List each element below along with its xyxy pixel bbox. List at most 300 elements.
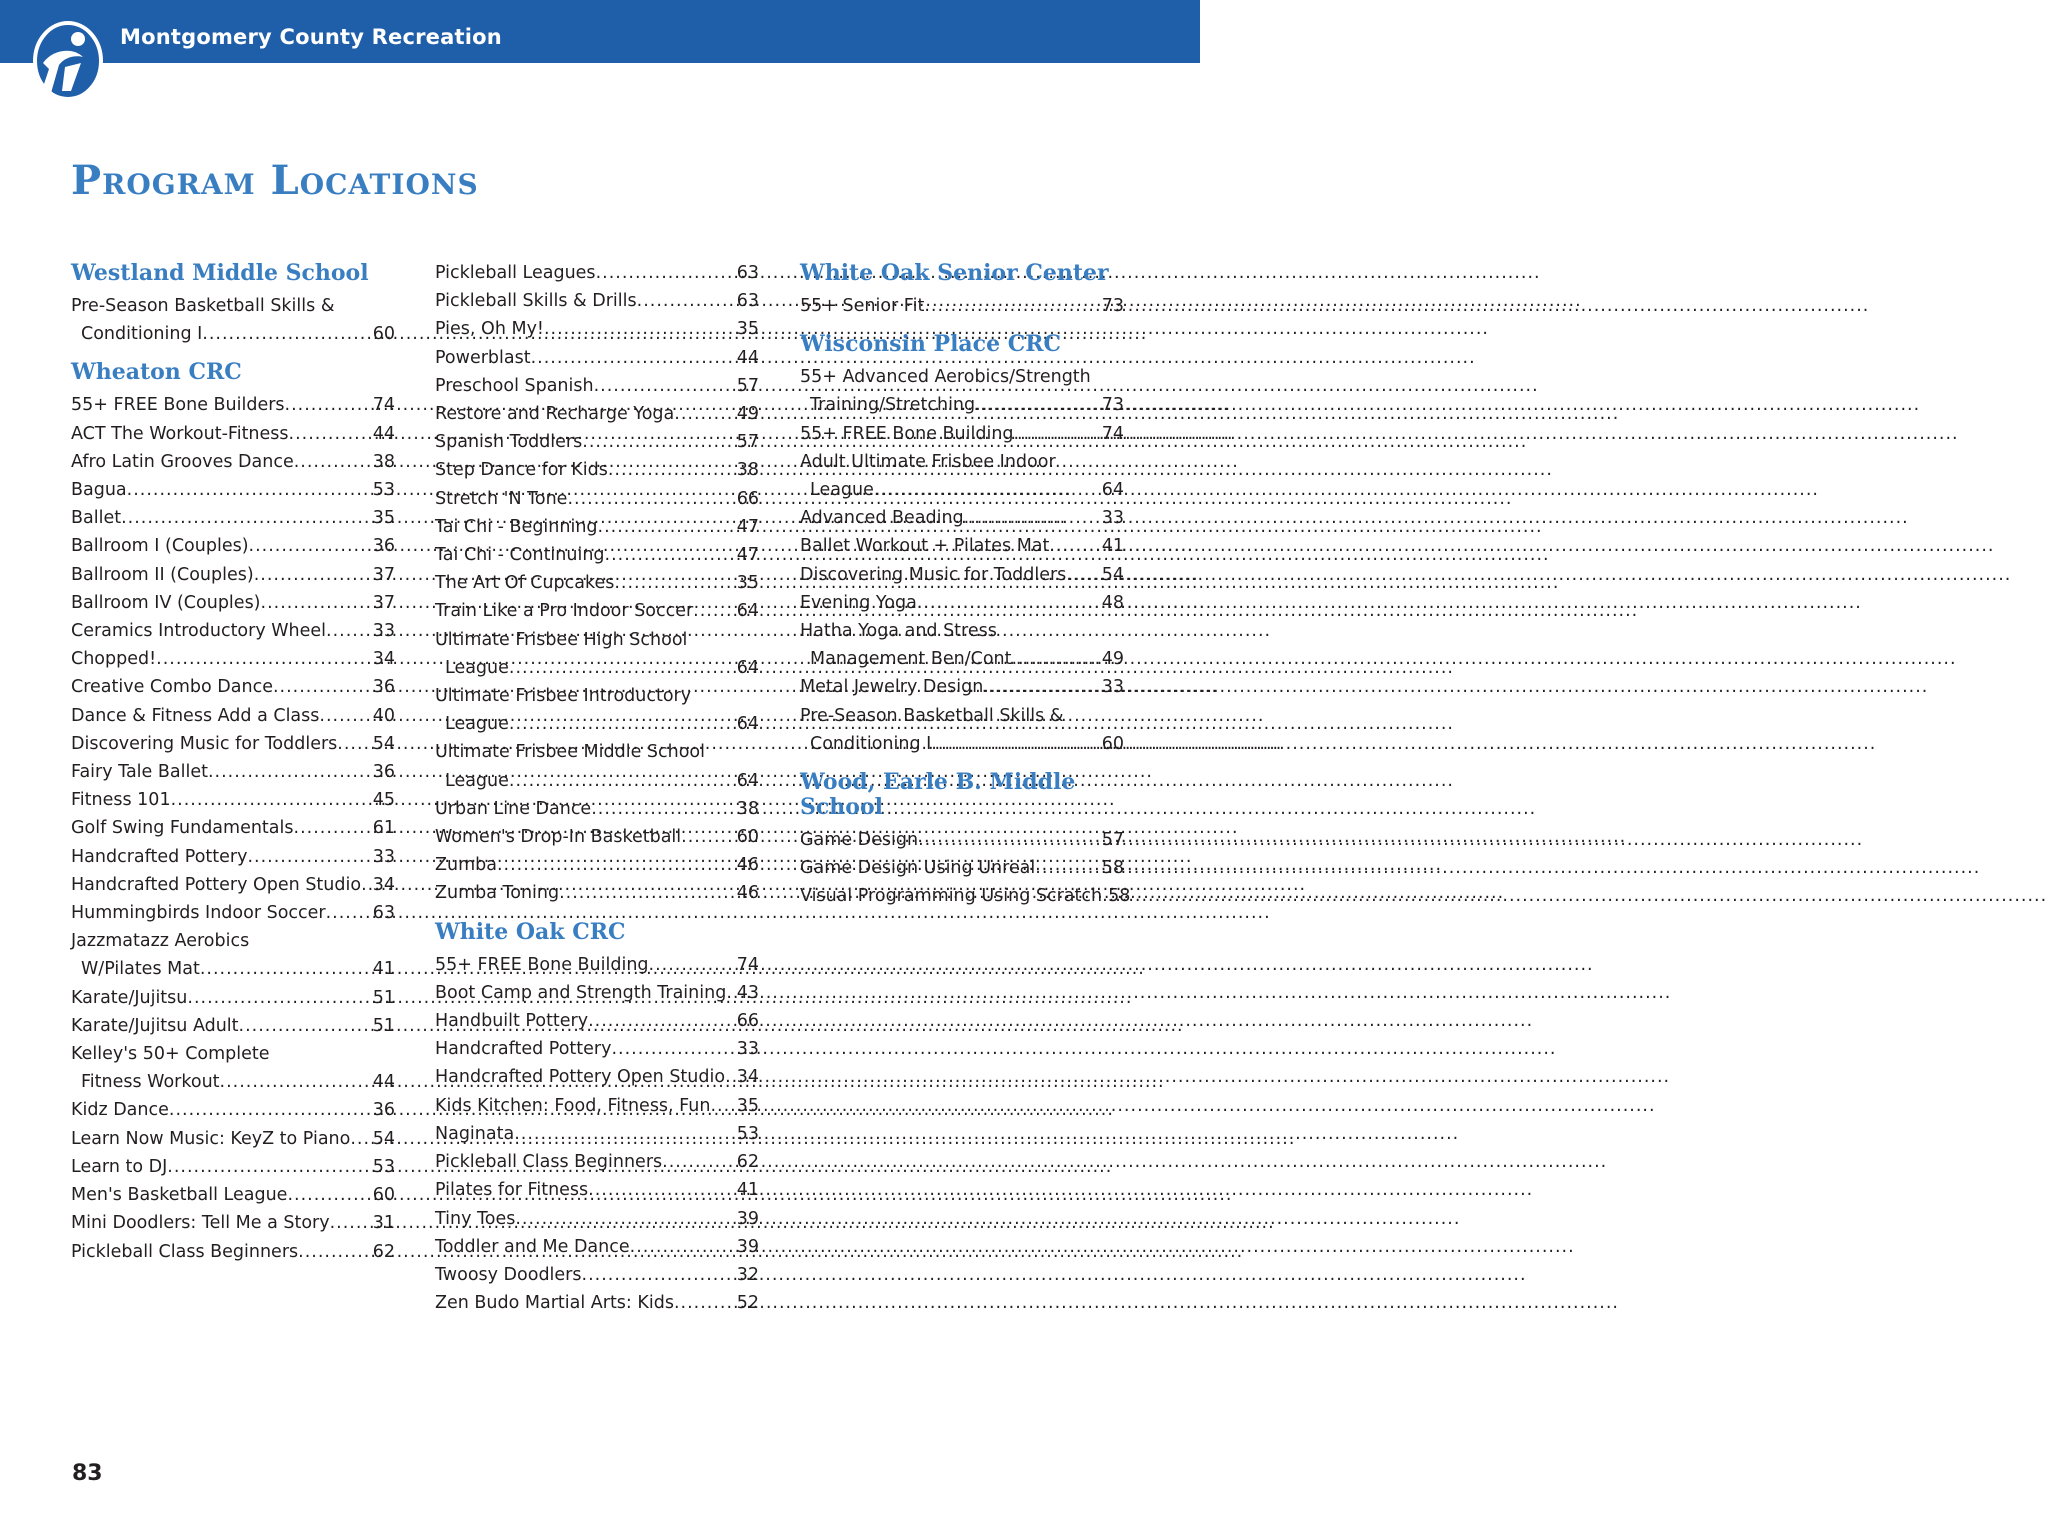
index-entry-name: ACT The Workout-Fitness (71, 423, 289, 444)
dot-leader (509, 654, 737, 682)
index-entry (435, 1176, 759, 1204)
index-entry-name: Golf Swing Fundamentals (71, 818, 294, 839)
index-entry (71, 758, 395, 786)
index-entry (435, 569, 759, 597)
dot-leader (924, 292, 1101, 320)
index-entry-name: Pies, Oh My! (435, 319, 544, 340)
dot-leader (649, 951, 737, 979)
section-heading-white-oak-senior: White Oak Senior Center (800, 260, 1109, 286)
index-entry-name: Jazzmatazz Aerobics (71, 931, 250, 952)
dot-leader (598, 513, 737, 541)
index-entry (435, 1289, 759, 1317)
index-entry-page: 54 (372, 1128, 395, 1149)
index-entry (435, 541, 759, 569)
index-entry-page: 49 (736, 404, 759, 425)
dot-leader (681, 823, 737, 851)
index-entry (800, 589, 1124, 617)
index-entry-page: 62 (372, 1241, 395, 1262)
index-entry-page: 57 (736, 375, 759, 396)
dot-leader (254, 561, 373, 589)
dot-leader (247, 843, 372, 871)
index-entry (435, 597, 759, 625)
dot-leader (662, 1148, 737, 1176)
index-entry-name: Zen Budo Martial Arts: Kids (435, 1293, 674, 1314)
index-entry-name: Handcrafted Pottery Open Studio (71, 874, 362, 895)
index-entry-name: League (445, 657, 509, 678)
index-entry-page: 36 (372, 762, 395, 783)
index-entry (71, 617, 395, 645)
index-entry (71, 955, 395, 983)
index-entry-page: 39 (736, 1236, 759, 1257)
dot-leader (726, 979, 736, 1007)
index-entry-page: 64 (736, 601, 759, 622)
index-entry-page: 38 (372, 451, 395, 472)
dot-leader (171, 786, 373, 814)
index-entry (71, 984, 395, 1012)
index-entry (71, 1012, 395, 1040)
index-entry-page: 40 (372, 705, 395, 726)
index-entry-page: 37 (372, 592, 395, 613)
index-entry (71, 899, 395, 927)
dot-leader (917, 589, 1102, 617)
section-white-oak-crc (435, 951, 759, 1318)
index-entry-page: 74 (372, 395, 395, 416)
index-entry (71, 786, 395, 814)
dot-leader (169, 1096, 373, 1124)
index-entry-page: 60 (1101, 733, 1124, 754)
index-entry-name: Hatha Yoga and Stress (800, 621, 997, 642)
rec-logo-icon (29, 19, 103, 101)
index-entry-name: Twoosy Doodlers (435, 1264, 582, 1285)
index-entry-name: 55+ Advanced Aerobics/Strength (800, 367, 1091, 388)
section-heading-wood: Wood, Earle B. Middle School (800, 769, 1076, 821)
index-entry (71, 589, 395, 617)
index-entry-name: Powerblast (435, 347, 531, 368)
index-entry-name: Advanced Beading (800, 508, 964, 529)
index-entry (71, 1125, 395, 1153)
dot-leader (208, 758, 373, 786)
index-entry-name: Men's Basketball League (71, 1185, 288, 1206)
index-entry-page: 73 (1101, 296, 1124, 316)
index-entry-name: Ultimate Frisbee Middle School (435, 742, 705, 763)
section-wood (800, 826, 1131, 911)
index-entry-name: Toddler and Me Dance (435, 1236, 630, 1257)
dot-leader (1066, 561, 1101, 589)
index-entry-name: Evening Yoga (800, 592, 917, 613)
index-entry-page: 74 (736, 954, 759, 975)
column-1 (71, 259, 395, 1266)
index-entry-page: 51 (372, 987, 395, 1008)
dot-leader (200, 955, 373, 983)
dot-leader (202, 320, 372, 348)
index-entry-page: 61 (372, 818, 395, 839)
dot-leader (588, 1176, 737, 1204)
index-entry-page: 33 (1101, 677, 1124, 698)
index-entry-name: Ballroom II (Couples) (71, 564, 254, 585)
index-entry (435, 400, 759, 428)
index-entry (435, 1148, 759, 1176)
index-entry (800, 476, 1124, 504)
section-white-oak-senior (800, 292, 1124, 320)
section-heading-white-oak-crc: White Oak CRC (435, 918, 626, 945)
index-entry (435, 513, 759, 541)
index-entry (800, 561, 1124, 589)
index-entry (71, 391, 395, 419)
index-entry-name: Karate/Jujitsu Adult (71, 1015, 239, 1036)
index-entry-page: 58 (1101, 858, 1124, 879)
dot-leader (983, 673, 1101, 701)
index-entry (435, 1007, 759, 1035)
index-entry-name: Urban Line Dance (435, 798, 592, 819)
index-entry-name: Kids Kitchen: Food, Fitness, Fun (435, 1095, 711, 1116)
index-entry-page: 36 (372, 536, 395, 557)
index-entry-page: 52 (736, 1293, 759, 1314)
dot-leader (630, 1233, 737, 1261)
index-entry-name: Ballroom I (Couples) (71, 536, 249, 557)
dot-leader (674, 1289, 737, 1317)
index-entry-name: Kelley's 50+ Complete (71, 1044, 270, 1065)
dot-leader (918, 826, 1102, 854)
index-entry-name: Conditioning I (810, 733, 932, 754)
index-entry-name: Metal Jewelry Design (800, 677, 984, 698)
dot-leader (261, 589, 373, 617)
index-entry-name: 55+ FREE Bone Building (800, 423, 1014, 444)
index-entry (800, 504, 1124, 532)
index-entry-name: Ultimate Frisbee High School (435, 629, 688, 650)
index-entry-name: Tiny Toes (435, 1208, 516, 1229)
index-entry-name: Adult Ultimate Frisbee Indoor (800, 451, 1056, 472)
index-entry-page: 35 (372, 508, 395, 529)
index-entry-name: Kidz Dance (71, 1100, 169, 1121)
index-entry-page: 47 (736, 516, 759, 537)
index-entry (71, 420, 395, 448)
dot-leader (509, 767, 737, 795)
dot-leader (637, 287, 737, 315)
index-entry-name: Bagua (71, 480, 127, 501)
dot-leader (220, 1068, 373, 1096)
index-entry-name: League (445, 770, 509, 791)
dot-leader (591, 795, 737, 823)
index-entry (71, 1096, 395, 1124)
index-entry-name: Game Design (800, 830, 919, 851)
section-wisconsin (800, 363, 1124, 758)
index-entry-name: Handcrafted Pottery Open Studio (435, 1067, 726, 1088)
index-entry-page: 38 (736, 460, 759, 481)
index-entry (435, 1233, 759, 1261)
index-entry-page: 34 (372, 649, 395, 670)
index-entry-page: 36 (372, 1100, 395, 1121)
index-entry-name: Fitness 101 (71, 790, 171, 811)
index-entry-name: Ballet Workout + Pilates Mat (800, 536, 1050, 557)
index-entry-name: Ultimate Frisbee Introductory (435, 686, 692, 707)
index-entry (71, 673, 395, 701)
index-entry-page: 60 (372, 324, 395, 345)
index-entry-page: 58 (1108, 886, 1131, 907)
dot-leader (596, 259, 737, 287)
index-entry-name: Step Dance for Kids (435, 460, 608, 481)
index-entry (800, 420, 1124, 448)
index-entry-page: 53 (372, 480, 395, 501)
index-entry (435, 795, 759, 823)
index-entry (71, 1153, 395, 1181)
index-entry-name: Pickleball Leagues (435, 263, 596, 283)
index-entry-name: Spanish Toddlers (435, 432, 583, 453)
index-entry-name: Discovering Music for Toddlers (800, 564, 1067, 585)
dot-leader (289, 420, 373, 448)
dot-leader (127, 476, 373, 504)
section-heading-wheaton: Wheaton CRC (71, 359, 242, 386)
dot-leader (361, 871, 373, 899)
index-entry-page: 44 (736, 347, 759, 368)
dot-leader (693, 597, 737, 625)
index-entry (71, 504, 395, 532)
dot-leader (725, 1063, 737, 1091)
index-entry-page: 63 (372, 903, 395, 924)
index-entry (435, 1063, 759, 1091)
index-entry (435, 979, 759, 1007)
index-entry-page: 44 (372, 423, 395, 444)
index-entry-name: Learn Now Music: KeyZ to Piano (71, 1128, 351, 1149)
dot-leader (285, 391, 373, 419)
index-entry-page: 43 (736, 982, 759, 1003)
index-entry-page: 33 (372, 846, 395, 867)
index-entry-page: 48 (1101, 592, 1124, 613)
dot-leader (121, 504, 373, 532)
section-heading-westland: Westland Middle School (71, 260, 369, 286)
index-entry (71, 645, 395, 673)
index-entry-name: Visual Programming Using Scratch (800, 886, 1103, 907)
index-entry (71, 871, 395, 899)
index-entry-name: Pilates for Fitness (435, 1180, 589, 1201)
index-entry-name: Women's Drop-In Basketball (435, 827, 682, 848)
index-entry-page: 47 (736, 545, 759, 566)
index-entry-page: 45 (372, 790, 395, 811)
index-entry-name: Mini Doodlers: Tell Me a Story (71, 1213, 330, 1234)
dot-leader (330, 1209, 373, 1237)
index-entry-page: 34 (736, 1067, 759, 1088)
index-entry-page: 74 (1101, 423, 1124, 444)
dot-leader (273, 673, 373, 701)
index-entry-page: 73 (1101, 395, 1124, 416)
index-entry-page: 60 (372, 1185, 395, 1206)
index-entry-page: 63 (736, 263, 759, 283)
index-entry (800, 882, 1131, 910)
index-entry-page: 41 (1101, 536, 1124, 557)
index-entry-name: Pickleball Class Beginners (71, 1241, 299, 1262)
column-2 (435, 259, 759, 1317)
dot-leader (187, 984, 372, 1012)
index-entry-name: Preschool Spanish (435, 375, 594, 396)
dot-leader (594, 372, 737, 400)
dot-leader (287, 1181, 372, 1209)
dot-leader (559, 879, 737, 907)
index-entry (800, 730, 1124, 758)
dot-leader (874, 476, 1102, 504)
index-entry-page: 64 (736, 770, 759, 791)
index-entry (435, 1035, 759, 1063)
index-entry (71, 476, 395, 504)
index-entry-page: 64 (736, 657, 759, 678)
index-entry (71, 1209, 395, 1237)
index-entry-name: Dance & Fitness Add a Class (71, 705, 320, 726)
index-entry (71, 448, 395, 476)
index-entry (800, 854, 1124, 882)
index-entry-name: Pre-Season Basketball Skills & (71, 296, 335, 316)
dot-leader (582, 428, 736, 456)
index-entry-name: Boot Camp and Strength Training (435, 982, 727, 1003)
dot-leader (608, 456, 737, 484)
index-entry-page: 54 (372, 733, 395, 754)
dot-leader (509, 710, 737, 738)
index-entry (435, 485, 759, 513)
index-entry (435, 1205, 759, 1233)
index-entry-page: 36 (372, 677, 395, 698)
index-entry (800, 391, 1124, 419)
index-entry (71, 320, 395, 348)
index-entry (435, 879, 759, 907)
page-number: 83 (72, 1461, 103, 1486)
index-entry-name: Naginata (435, 1123, 515, 1144)
section-westland (71, 292, 395, 348)
index-entry-name: Zumba Toning (435, 883, 560, 904)
index-entry-page: 60 (736, 827, 759, 848)
index-entry-name: Restore and Recharge Yoga (435, 404, 675, 425)
index-entry-name: Chopped! (71, 649, 157, 670)
dot-leader (298, 1238, 373, 1266)
column-3 (800, 259, 1131, 911)
dot-leader (239, 1012, 373, 1040)
index-entry-page: 53 (736, 1123, 759, 1144)
section-heading-wisconsin: Wisconsin Place CRC (800, 331, 1062, 358)
index-entry (71, 1238, 395, 1266)
index-entry-name: Pickleball Class Beginners (435, 1152, 663, 1173)
dot-leader (605, 541, 737, 569)
index-entry-page: 32 (736, 1264, 759, 1285)
index-entry (71, 561, 395, 589)
index-entry-name: 55+ FREE Bone Building (435, 954, 649, 975)
page-title: Program Locations (71, 157, 479, 204)
dot-leader (350, 1125, 372, 1153)
index-entry-page: 46 (736, 883, 759, 904)
index-entry-name: W/Pilates Mat (81, 959, 200, 980)
index-entry-name: Train Like a Pro Indoor Soccer (435, 601, 694, 622)
index-entry-page: 31 (372, 1213, 395, 1234)
dot-leader (1014, 420, 1102, 448)
index-entry (435, 951, 759, 979)
dot-leader (167, 1153, 372, 1181)
index-entry-name: 55+ Senior Fit (800, 296, 925, 316)
dot-leader (614, 569, 736, 597)
index-entry-page: 39 (736, 1208, 759, 1229)
index-entry-name: Ballet (71, 508, 122, 529)
index-entry (435, 851, 759, 879)
index-entry (71, 843, 395, 871)
dot-leader (515, 1205, 736, 1233)
index-entry-name: Creative Combo Dance (71, 677, 273, 698)
dot-leader (931, 730, 1101, 758)
dot-leader (582, 1261, 737, 1289)
index-entry (435, 767, 759, 795)
dot-leader (326, 617, 373, 645)
index-entry-name: Learn to DJ (71, 1156, 168, 1177)
index-entry (435, 823, 759, 851)
index-entry-page: 35 (736, 319, 759, 340)
index-entry (800, 645, 1124, 673)
dot-leader (531, 344, 737, 372)
index-entry-name: Fairy Tale Ballet (71, 762, 208, 783)
index-entry-page: 33 (1101, 508, 1124, 529)
index-entry-page: 62 (736, 1152, 759, 1173)
index-entry-page: 64 (736, 714, 759, 735)
index-entry-name: Ballroom IV (Couples) (71, 592, 261, 613)
index-entry (71, 532, 395, 560)
index-entry-name: Afro Latin Grooves Dance (71, 451, 294, 472)
index-entry (800, 532, 1124, 560)
index-entry (435, 259, 759, 287)
dot-leader (611, 1035, 736, 1063)
index-entry-name: Fitness Workout (81, 1072, 220, 1093)
section-wheaton (71, 391, 395, 1265)
index-entry (71, 1068, 395, 1096)
dot-leader (588, 1007, 737, 1035)
index-entry-name: Training/Stretching (810, 395, 976, 416)
dot-leader (567, 485, 736, 513)
dot-leader (1035, 854, 1101, 882)
index-entry-page: 33 (372, 621, 395, 642)
index-entry (435, 372, 759, 400)
index-entry (435, 287, 759, 315)
index-entry-name: Pre-Season Basketball Skills & (800, 705, 1064, 726)
index-entry-name: Karate/Jujitsu (71, 987, 188, 1008)
index-entry-page: 66 (736, 1011, 759, 1032)
index-entry (71, 1181, 395, 1209)
dot-leader (294, 448, 373, 476)
index-entry-page: 66 (736, 488, 759, 509)
dot-leader (497, 851, 737, 879)
index-entry-page: 64 (1101, 480, 1124, 501)
dot-leader (964, 504, 1102, 532)
index-entry-page: 37 (372, 564, 395, 585)
dot-leader (294, 814, 373, 842)
index-entry-page: 54 (1101, 564, 1124, 585)
index-entry (71, 730, 395, 758)
dot-leader (674, 400, 736, 428)
index-entry-name: Stretch 'N Tone (435, 488, 568, 509)
section-wheaton-continued (435, 259, 759, 908)
index-entry-page: 33 (736, 1039, 759, 1060)
dot-leader (326, 899, 373, 927)
dot-leader (156, 645, 373, 673)
index-entry (71, 814, 395, 842)
dot-leader (514, 1120, 737, 1148)
index-entry-page: 41 (736, 1180, 759, 1201)
index-entry-name: Handbuilt Pottery (435, 1011, 589, 1032)
index-entry-page: 49 (1101, 649, 1124, 670)
dot-leader (975, 391, 1102, 419)
index-entry-page: 34 (372, 874, 395, 895)
index-entry-page: 57 (1101, 830, 1124, 851)
index-entry-name: Tai Chi - Continuing (435, 545, 605, 566)
dot-leader (544, 315, 737, 343)
index-entry-page: 63 (736, 291, 759, 312)
index-entry (71, 702, 395, 730)
index-entry-name: Game Design Using Unreal (800, 858, 1036, 879)
index-entry (435, 654, 759, 682)
index-entry-page: 46 (736, 855, 759, 876)
index-entry (435, 1120, 759, 1148)
index-entry-name: Discovering Music for Toddlers (71, 733, 338, 754)
index-entry-page: 35 (736, 1095, 759, 1116)
